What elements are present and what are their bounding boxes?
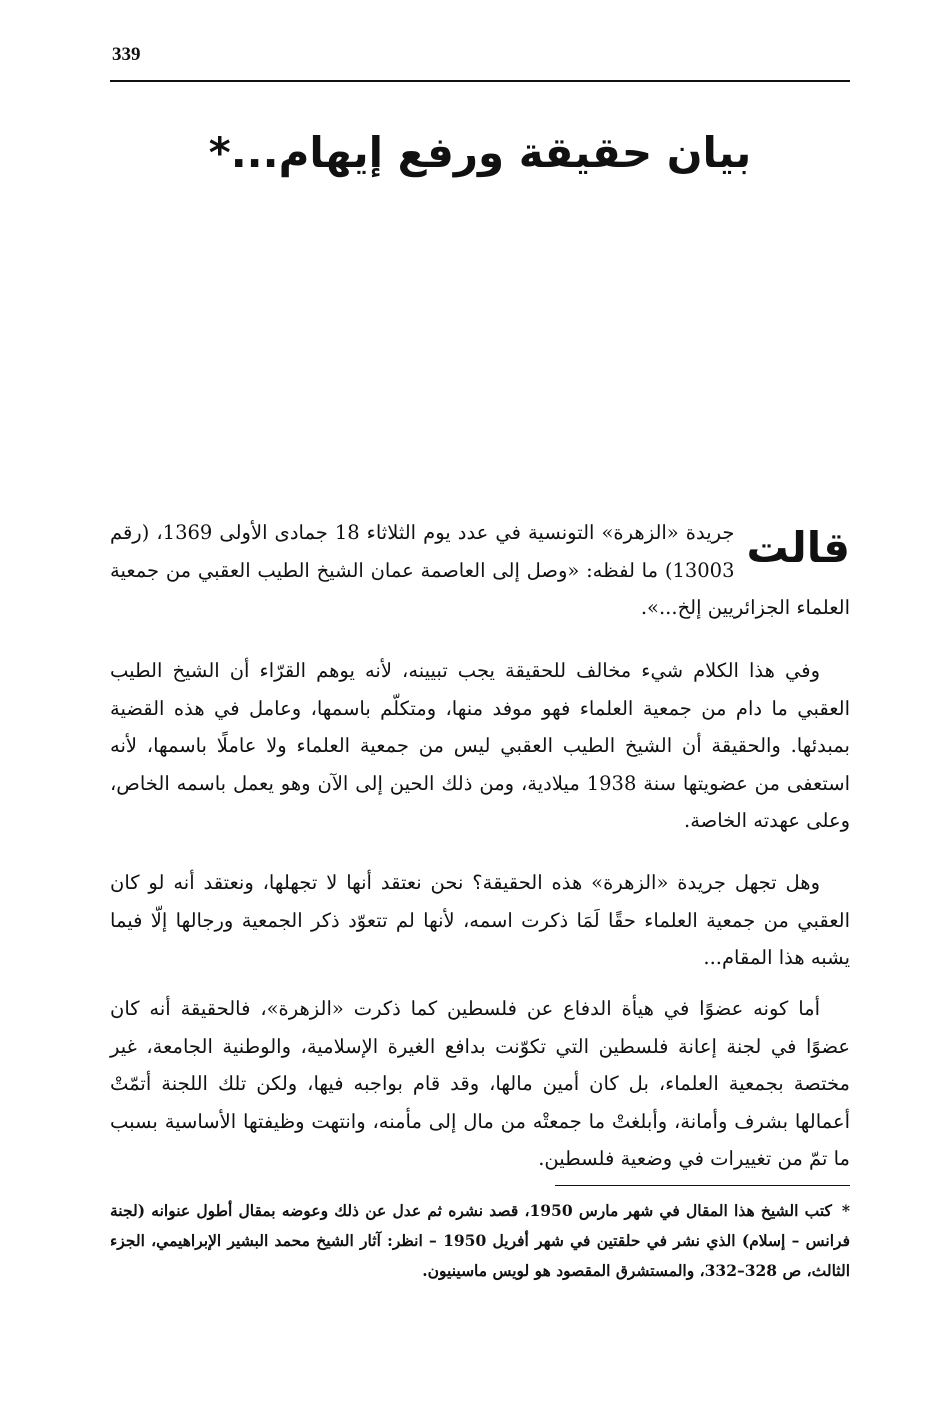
page-title: بيان حقيقة ورفع إيهام...* [208,128,752,177]
paragraph-3: وهل تجهل جريدة «الزهرة» هذه الحقيقة؟ نحن نعتقد أنها لا تجهلها، ونعتقد أنه لو كان العقبي من جمعية العلماء حقًا لَمَا ذكرت اسمه، لأنها لم تتعوّد ذكر الجمعية ورجالها إلّا فيما يشبه هذا المقام... [110,871,850,969]
page-number: 339 [112,44,141,65]
drop-word: قالت [746,523,850,572]
paragraph-1 [110,514,850,627]
paragraph-4: أما كونه عضوًا في هيأة الدفاع عن فلسطين كما ذكرت «الزهرة»، فالحقيقة أنه كان عضوًا في لجنة إعانة فلسطين التي تكوّنت بدافع الغيرة الإسلامية، والوطنية الجامعة، غير مختصة بجمعية العلماء، بل كان أمين مالها، وقد قام بواجبه فيها، ولكن تلك اللجنة أتمّتْ أعمالها بشرف وأمانة، وأبلغتْ ما جمعتْه من مال إلى مأمنه، وانتهت وظيفتها الأساسية بسبب ما تمّ من تغييرات في وضعية فلسطين. [110,997,850,1170]
paragraph-2: وفي هذا الكلام شيء مخالف للحقيقة يجب تبيينه، لأنه يوهم القرّاء أن الشيخ الطيب العقبي ما دام من جمعية العلماء فهو موفد منها، ومتكلّم باسمها، وعامل في هذه القضية بمبدئها. والحقيقة أن الشيخ الطيب العقبي ليس من جمعية العلماء ولا عاملًا باسمها، لأنه استعفى من عضويتها سنة 1938 ميلادية، ومن ذلك الحين إلى الآن وهو يعمل باسمه الخاص، وعلى عهدته الخاصة. [110,659,851,832]
footnote [110,1196,850,1286]
paragraph-1-text: جريدة «الزهرة» التونسية في عدد يوم الثلاثاء 18 جمادى الأولى 1369، (رقم 13003) ما لفظه: «وصل إلى العاصمة عمان الشيخ الطيب العقبي من جمعية العلماء الجزائريين إلخ...». [110,521,850,619]
footnote-text: كتب الشيخ هذا المقال في شهر مارس 1950، قصد نشره ثم عدل عن ذلك وعوضه بمقال أطول عنوانه (لجنة فرانس – إسلام) الذي نشر في حلقتين في شهر أفريل 1950 – انظر: آثار الشيخ محمد البشير الإبراهيمي، الجزء الثالث، ص 328–332، والمستشرق المقصود هو لويس ماسينيون. [110,1201,850,1280]
header-rule [110,80,850,82]
footnote-marker: * [841,1201,851,1220]
footnote-rule [555,1185,850,1186]
